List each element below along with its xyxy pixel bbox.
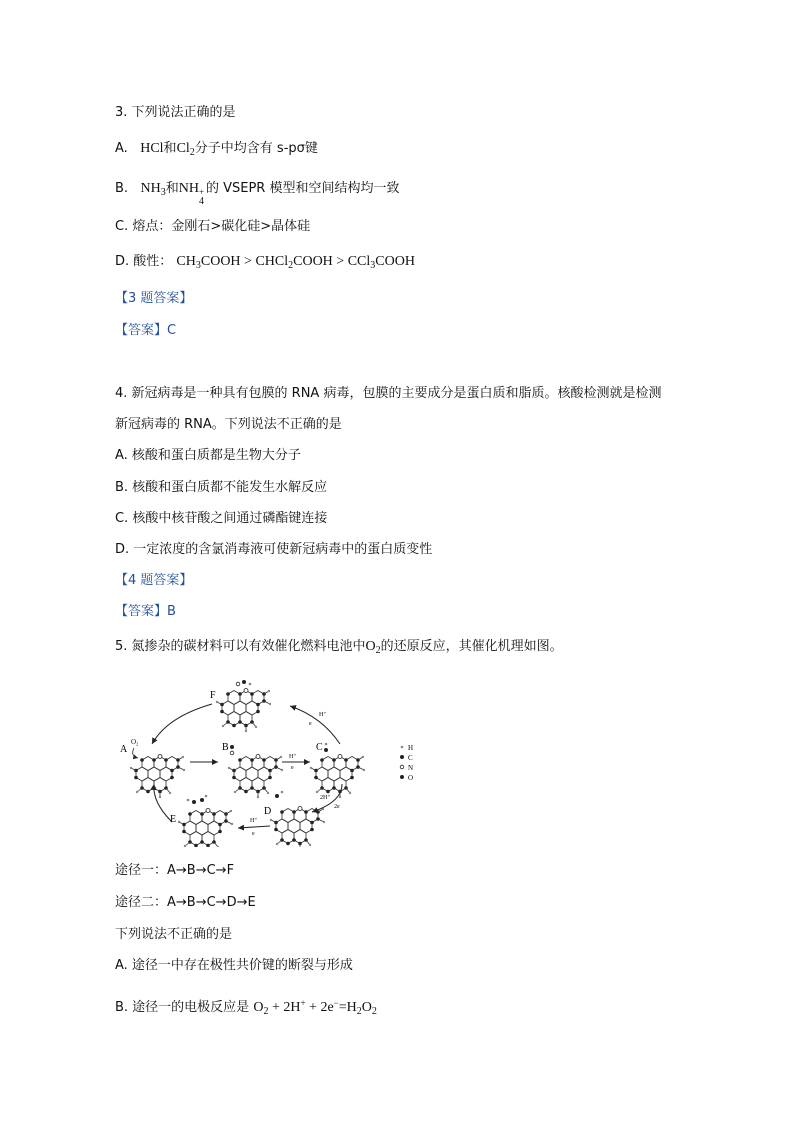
label-b: B bbox=[222, 742, 229, 753]
q3-option-b: B. $NH_3$和NH + 4 的 VSEPR 模型和空间结构均一致 bbox=[115, 181, 400, 207]
q5-path-two: 途径二：A→B→C→D→E bbox=[115, 895, 256, 910]
label-d: D bbox=[264, 806, 272, 817]
q3-option-d: D. 酸性： $CH_3COOH$ > CHCl$_2$COOH > CCl$_3$COOH bbox=[115, 254, 415, 271]
q5-path-one: 途径一：A→B→C→F bbox=[115, 863, 235, 878]
q4-answer: 【答案】B bbox=[115, 604, 176, 619]
q5-stem: 5. 氮掺杂的碳材料可以有效催化燃料电池中$O_2$的还原反应，其催化机理如图。 bbox=[115, 639, 563, 656]
label-hplus-bc: H⁺ bbox=[289, 754, 297, 760]
label-a: A bbox=[120, 744, 128, 755]
q4-stem-line1: 4. 新冠病毒是一种具有包膜的 RNA 病毒，包膜的主要成分是蛋白质和脂质。核酸检测就是检测 bbox=[115, 386, 662, 401]
label-e-de: e bbox=[252, 831, 255, 837]
q3-answer: 【答案】C bbox=[115, 323, 177, 338]
q3-option-c: C. 熔点：金刚石>碳化硅>晶体硅 bbox=[115, 219, 311, 234]
label-f: F bbox=[210, 690, 216, 701]
q4-answer-tag: 【4 题答案】 bbox=[115, 573, 193, 588]
q5-ask: 下列说法不正确的是 bbox=[115, 927, 233, 942]
q4-option-c: C. 核酸中核苷酸之间通过磷酯键连接 bbox=[115, 511, 328, 526]
q4-stem-line2: 新冠病毒的 RNA。下列说法不正确的是 bbox=[115, 417, 342, 432]
catalytic-mechanism-diagram bbox=[112, 672, 422, 847]
svg-text:N: N bbox=[408, 764, 414, 772]
label-hplus-de: H⁺ bbox=[250, 818, 258, 824]
q5-option-a: A. 途径一中存在极性共价键的断裂与形成 bbox=[115, 958, 353, 973]
label-c: C bbox=[316, 742, 323, 753]
q4-option-d: D. 一定浓度的含氯消毒液可使新冠病毒中的蛋白质变性 bbox=[115, 542, 433, 557]
label-e-bc: e bbox=[291, 765, 294, 771]
svg-text:O: O bbox=[408, 774, 414, 782]
q3-answer-tag: 【3 题答案】 bbox=[115, 291, 193, 306]
label-e: E bbox=[170, 814, 177, 825]
q3-option-a: A. HCl和$Cl_2$分子中均含有 s-pσ键 bbox=[115, 141, 318, 158]
q3-stem: 3. 下列说法正确的是 bbox=[115, 105, 236, 120]
svg-text:C: C bbox=[408, 754, 413, 762]
label-2hplus: 2H⁺ bbox=[320, 795, 331, 801]
label-2e: 2e bbox=[334, 804, 340, 810]
label-o2: O₂ bbox=[131, 738, 139, 746]
q5-option-b: B. 途径一的电极反应是 $O_2 + 2H^+ + 2e^-=H_2O_2$ bbox=[115, 998, 377, 1017]
atom-legend bbox=[400, 744, 413, 782]
label-hplus-cf: H⁺ bbox=[319, 712, 327, 718]
label-e-cf: e bbox=[309, 721, 312, 727]
q4-option-a: A. 核酸和蛋白质都是生物大分子 bbox=[115, 448, 301, 463]
svg-text:H: H bbox=[408, 744, 414, 752]
q4-option-b: B. 核酸和蛋白质都不能发生水解反应 bbox=[115, 480, 328, 495]
